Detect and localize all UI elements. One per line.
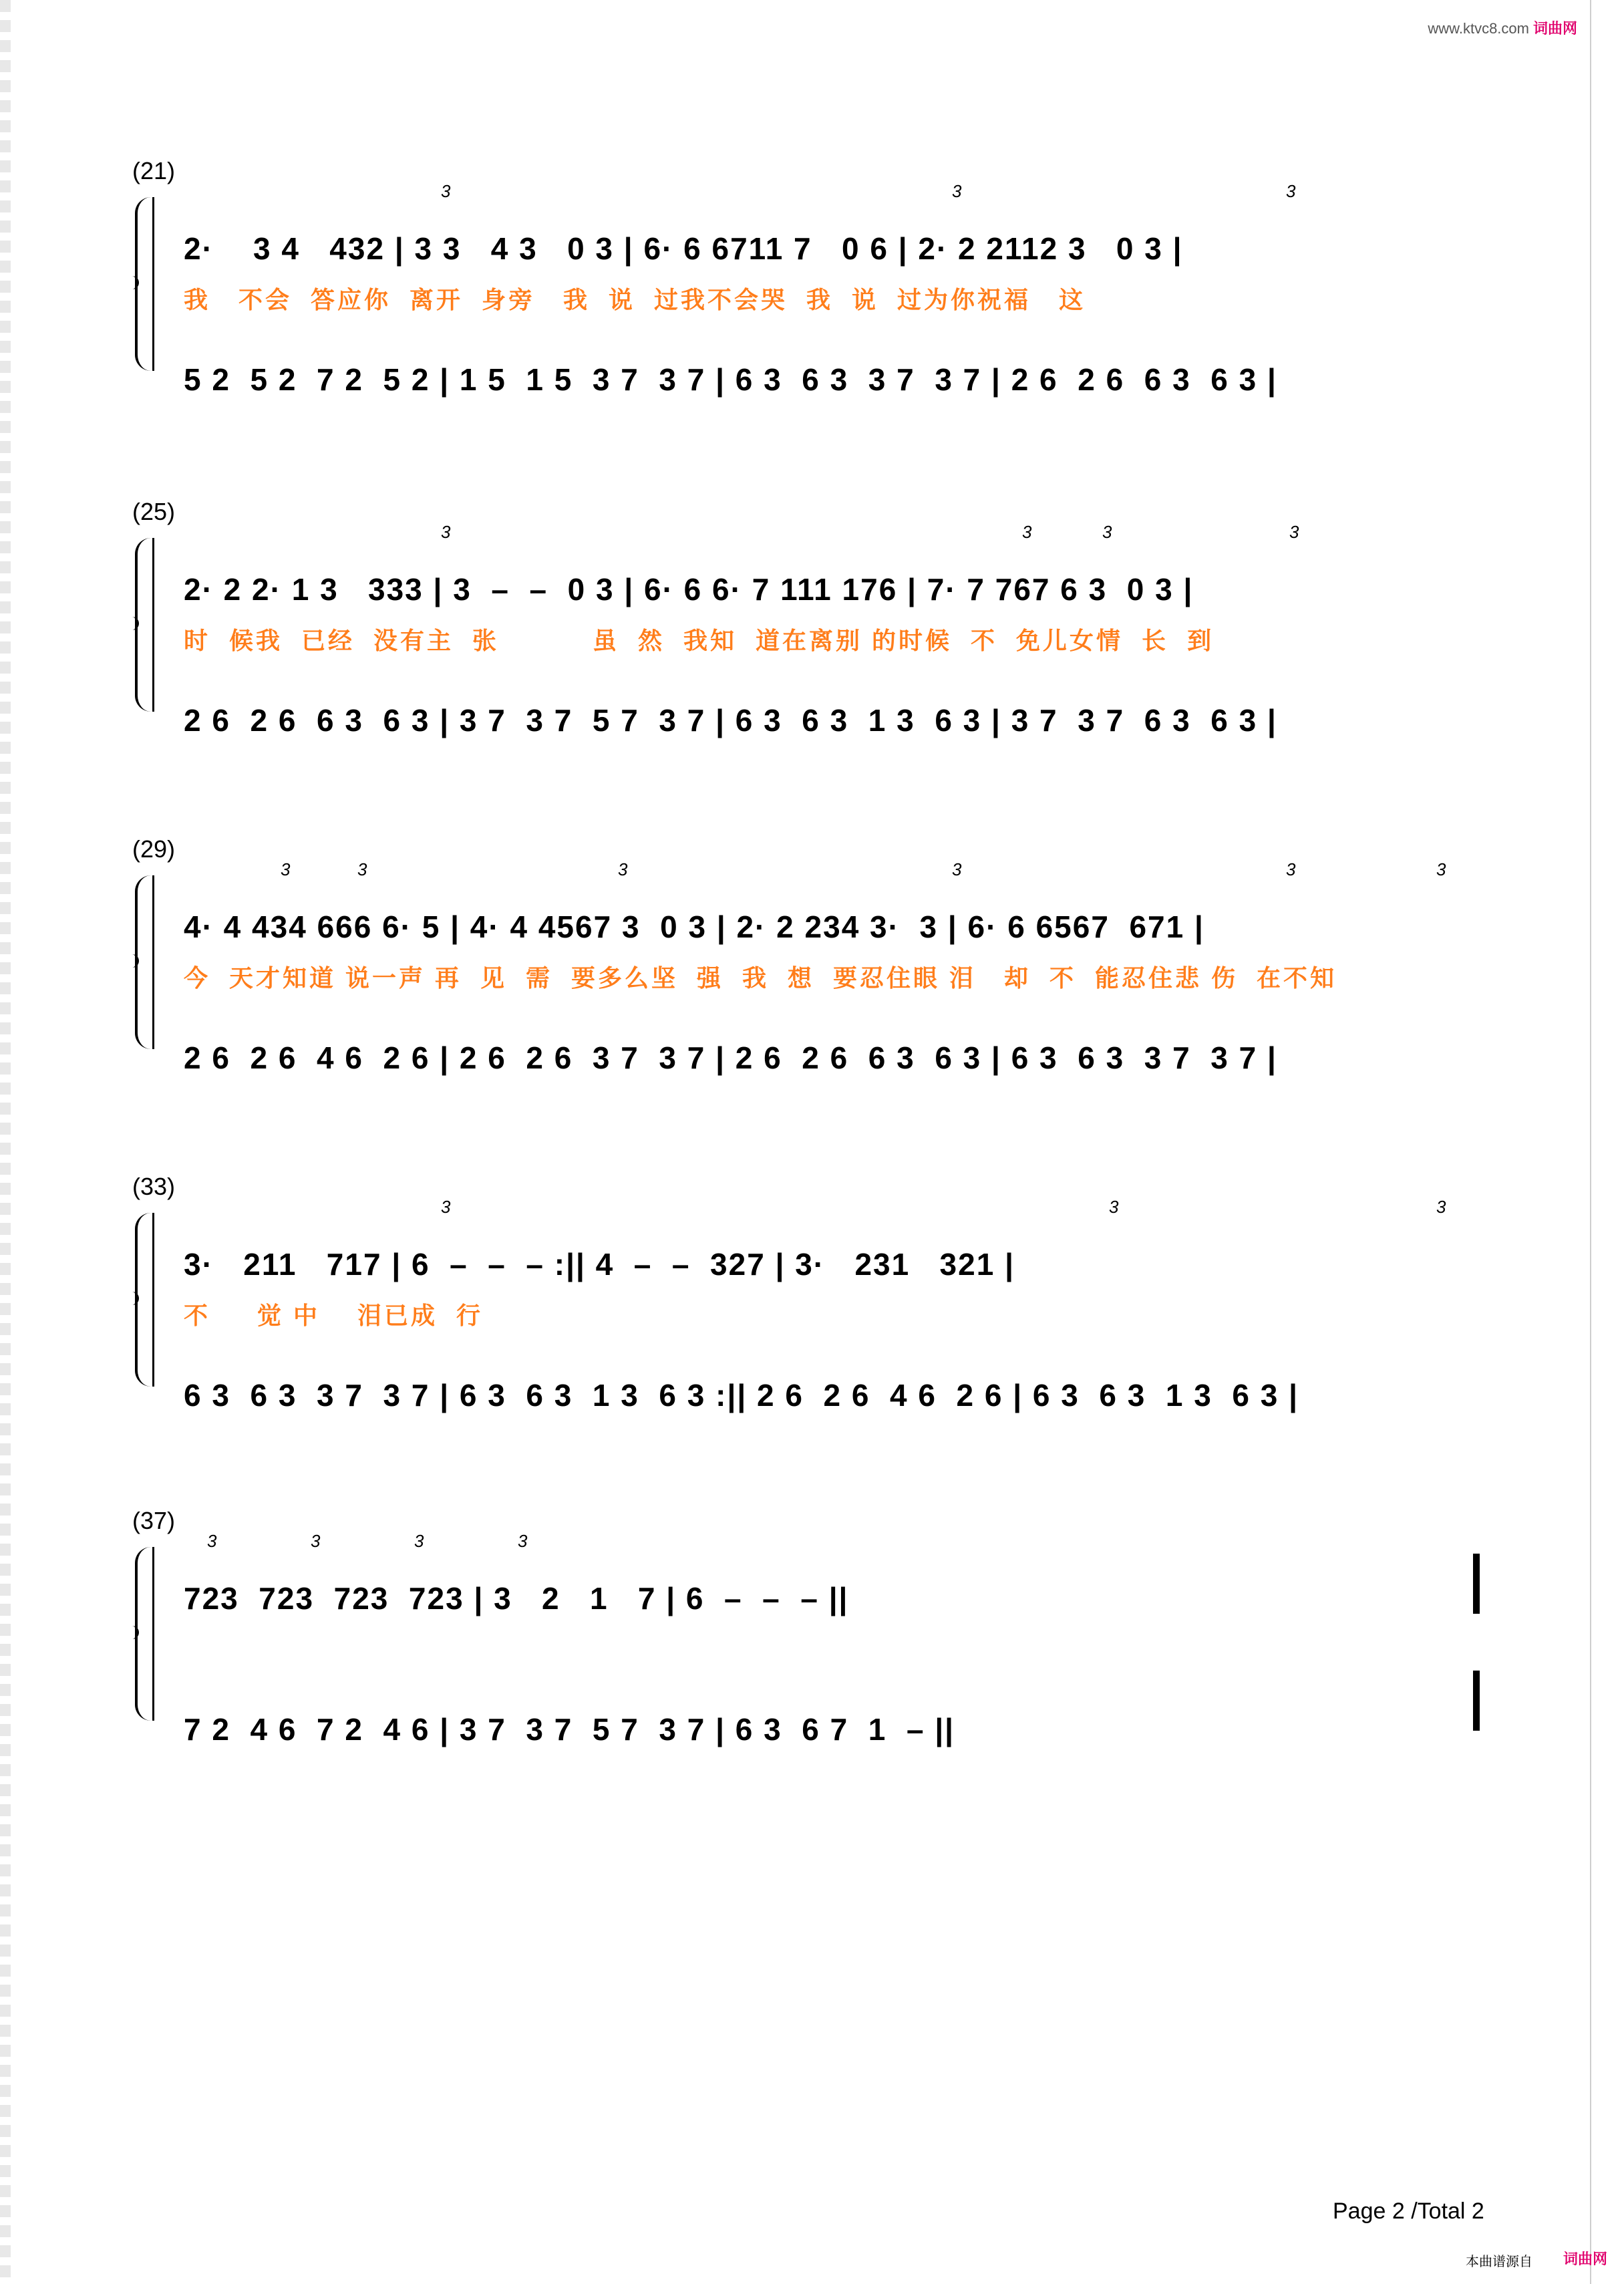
measure-number: (37) xyxy=(132,1507,176,1534)
melody-line: 4· 4 434 666 6· 5 | 4· 4 4567 3 0 3 | 2· 2 234 3· 3 | 6· 6 6567 671 | xyxy=(184,909,1204,944)
triplet-mark: 3 xyxy=(1022,522,1032,542)
grand-staff-brace xyxy=(135,1213,152,1387)
triplet-mark: 3 xyxy=(441,181,451,201)
melody-line: 3· 211 717 | 6 – – – :|| 4 – – 327 | 3· 231 321 | xyxy=(184,1247,1015,1282)
bass-line: 5 2 5 2 7 2 5 2 | 1 5 1 5 3 7 3 7 | 6 3 6 3 3 7 3 7 | 2 6 2 6 6 3 6 3 | xyxy=(184,362,1277,397)
grand-staff-brace xyxy=(135,875,152,1049)
system-start-line xyxy=(152,1213,154,1387)
page-margin-strip xyxy=(0,0,11,2284)
triplet-mark: 3 xyxy=(1436,859,1446,879)
measure-number: (29) xyxy=(132,835,176,863)
score-system-33 xyxy=(127,1173,1496,1413)
triplet-mark: 3 xyxy=(1109,1197,1119,1217)
page-edge xyxy=(1590,0,1591,2284)
triplet-mark: 3 xyxy=(1289,522,1299,542)
triplet-mark: 3 xyxy=(1286,181,1296,201)
score-system-37 xyxy=(127,1507,1496,1747)
triplet-mark: 3 xyxy=(618,859,628,879)
site-logo[interactable]: 词曲网 xyxy=(1532,20,1577,37)
triplet-mark: 3 xyxy=(1436,1197,1446,1217)
measure-number: (25) xyxy=(132,498,176,525)
grand-staff-brace xyxy=(135,197,152,371)
triplet-mark: 3 xyxy=(311,1531,321,1551)
bass-line: 6 3 6 3 3 7 3 7 | 6 3 6 3 1 3 6 3 :|| 2 6 2 6 4 6 2 6 | 6 3 6 3 1 3 6 3 | xyxy=(184,1378,1299,1413)
triplet-mark: 3 xyxy=(952,859,962,879)
system-start-line xyxy=(152,1547,154,1721)
triplet-mark: 3 xyxy=(441,1197,451,1217)
measure-number: (33) xyxy=(132,1173,176,1200)
grand-staff-brace xyxy=(135,538,152,712)
site-header[interactable] xyxy=(1428,17,1577,38)
lyrics-line: 今 天才知道 说一声 再 见 需 要多么坚 强 我 想 要忍住眼 泪 却 不 能忍住悲 伤 在不知 xyxy=(184,964,1337,992)
final-barline xyxy=(1473,1671,1480,1731)
page-number: Page 2 /Total 2 xyxy=(1333,2198,1484,2224)
melody-line: 723 723 723 723 | 3 2 1 7 | 6 – – – || xyxy=(184,1581,849,1616)
triplet-mark: 3 xyxy=(518,1531,528,1551)
score-system-21 xyxy=(127,157,1496,397)
measure-number: (21) xyxy=(132,157,176,184)
bass-line: 7 2 4 6 7 2 4 6 | 3 7 3 7 5 7 3 7 | 6 3 6 7 1 – || xyxy=(184,1712,955,1747)
lyrics-line: 不 觉 中 泪已成 行 xyxy=(184,1302,484,1329)
triplet-mark: 3 xyxy=(281,859,291,879)
triplet-mark: 3 xyxy=(441,522,451,542)
lyrics-line: 我 不会 答应你 离开 身旁 我 说 过我不会哭 我 说 过为你祝福 这 xyxy=(184,286,1086,313)
triplet-mark: 3 xyxy=(1286,859,1296,879)
melody-line: 2· 2 2· 1 3 333 | 3 – – 0 3 | 6· 6 6· 7 111 176 | 7· 7 767 6 3 0 3 | xyxy=(184,572,1194,607)
final-barline xyxy=(1473,1554,1480,1614)
footer-logo[interactable]: 词曲网 xyxy=(1563,2251,1608,2267)
triplet-mark: 3 xyxy=(207,1531,217,1551)
bass-line: 2 6 2 6 4 6 2 6 | 2 6 2 6 3 7 3 7 | 2 6 2 6 6 3 6 3 | 6 3 6 3 3 7 3 7 | xyxy=(184,1040,1277,1075)
triplet-mark: 3 xyxy=(414,1531,424,1551)
triplet-mark: 3 xyxy=(1102,522,1112,542)
triplet-mark: 3 xyxy=(357,859,367,879)
lyrics-line: 时 候我 已经 没有主 张 虽 然 我知 道在离别 的时候 不 免儿女情 长 到 xyxy=(184,627,1214,654)
bass-line: 2 6 2 6 6 3 6 3 | 3 7 3 7 5 7 3 7 | 6 3 6 3 1 3 6 3 | 3 7 3 7 6 3 6 3 | xyxy=(184,703,1277,738)
system-start-line xyxy=(152,197,154,371)
grand-staff-brace xyxy=(135,1547,152,1721)
triplet-mark: 3 xyxy=(952,181,962,201)
source-credit: 本曲谱源自 xyxy=(1466,2255,1532,2269)
system-start-line xyxy=(152,538,154,712)
system-start-line xyxy=(152,875,154,1049)
melody-line: 2· 3 4 432 | 3 3 4 3 0 3 | 6· 6 6711 7 0 6 | 2· 2 2112 3 0 3 | xyxy=(184,231,1183,266)
site-url[interactable]: www.ktvc8.com xyxy=(1428,20,1529,37)
score-system-29 xyxy=(127,835,1496,1075)
score-system-25 xyxy=(127,498,1496,738)
